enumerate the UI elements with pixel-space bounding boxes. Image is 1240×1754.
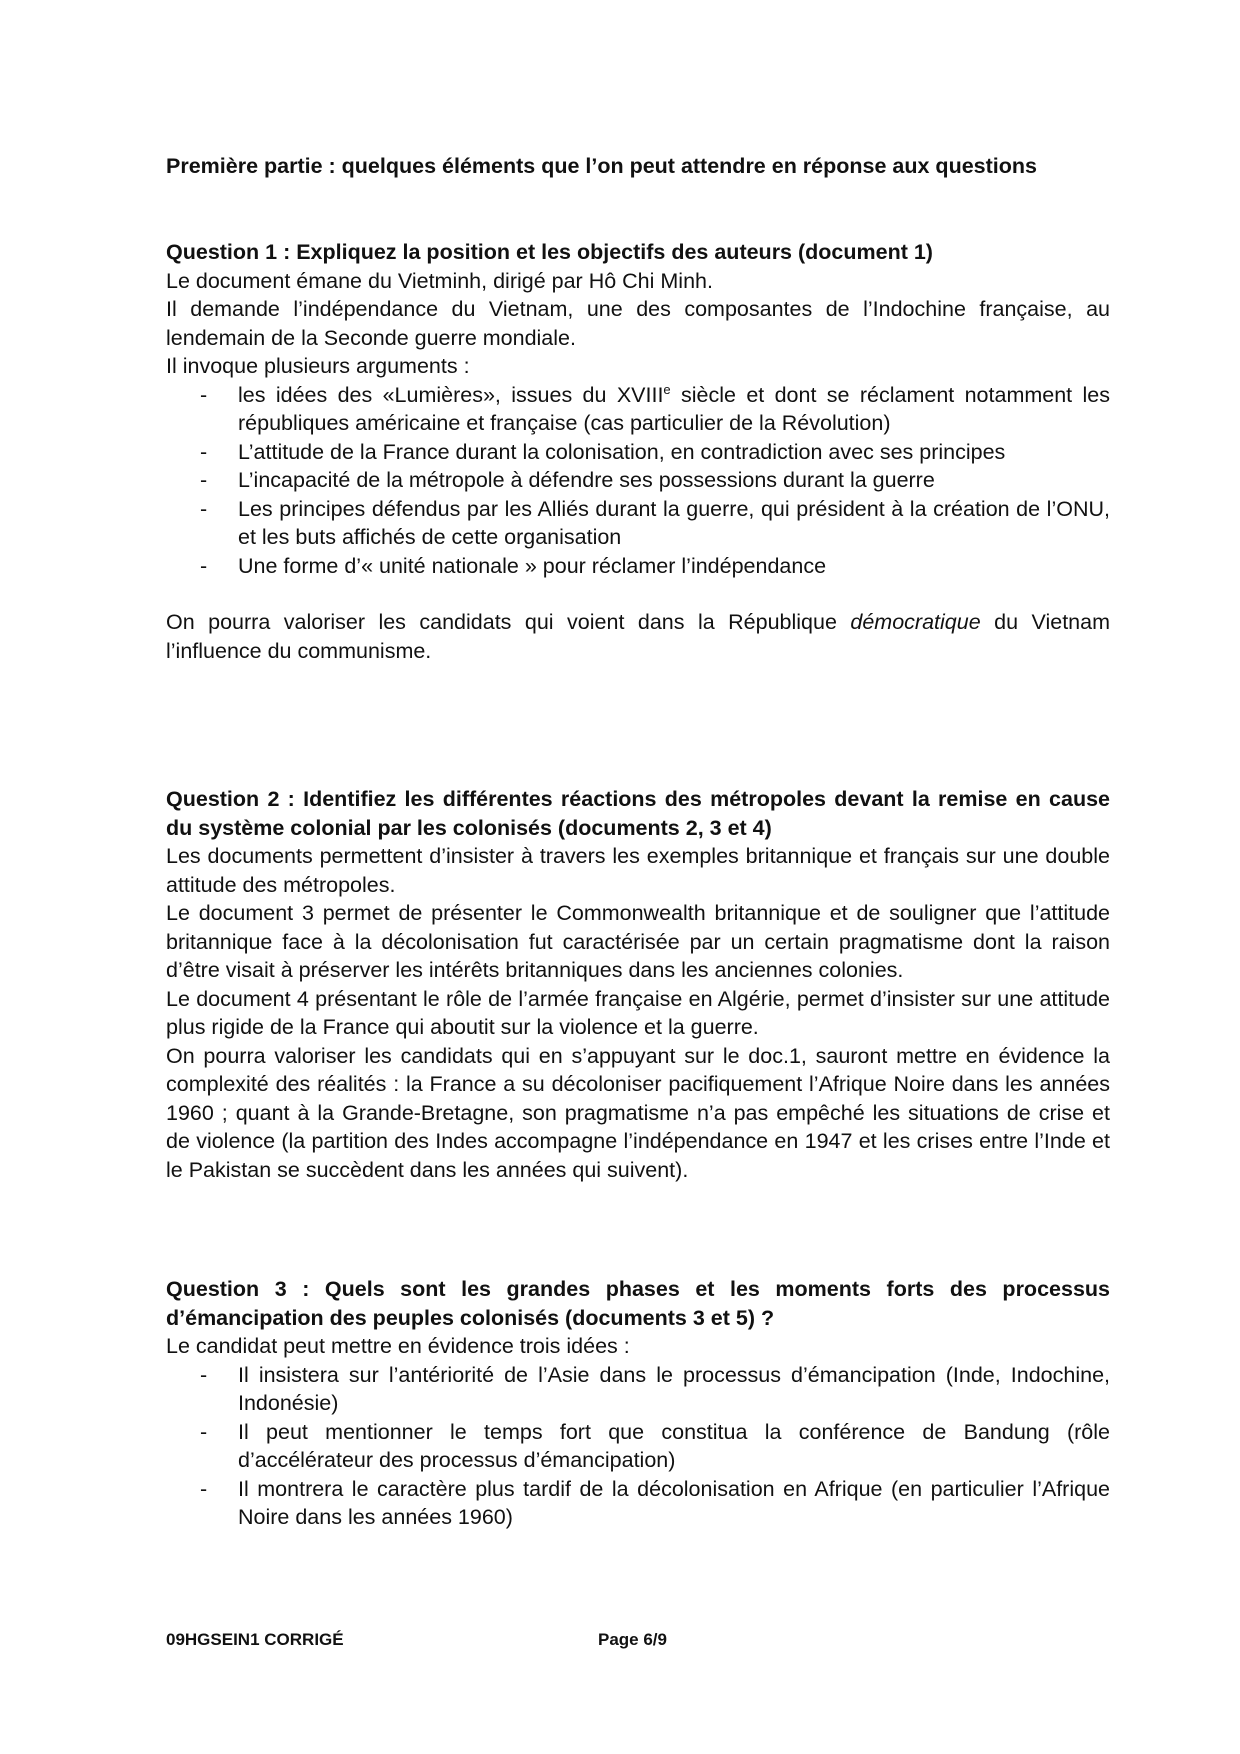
list-item: - L’attitude de la France durant la colonisation, en contradiction avec ses principes: [238, 438, 1110, 467]
list-item: - Il peut mentionner le temps fort que constitua la conférence de Bandung (rôle d’accélérateur des processus d’émancipation): [238, 1418, 1110, 1475]
part-title: Première partie : quelques éléments que l’on peut attendre en réponse aux questions: [166, 154, 1037, 178]
q1-paragraph-3: Il invoque plusieurs arguments :: [166, 354, 470, 378]
question-3-heading: Question 3 : Quels sont les grandes phases et les moments forts des processus d’émancipation des peuples colonisés (documents 3 et 5) ?: [166, 1277, 1110, 1330]
q1-p4-text: On pourra valoriser les candidats qui voient dans la République: [166, 610, 851, 634]
q2-paragraph-2: Le document 3 permet de présenter le Commonwealth britannique et de souligner que l’attitude britannique face à la décolonisation fut caractérisée par un certain pragmatisme dont la raison d’être visait à préserver les intérêts britanniques dans les anciennes colonies.: [166, 901, 1110, 982]
list-item: - Les principes défendus par les Alliés durant la guerre, qui président à la création de l’ONU, et les buts affichés de cette organisation: [238, 495, 1110, 552]
q1-p4-text-end: du Vietnam l’influence du communisme.: [166, 610, 1110, 663]
q2-paragraph-3: Le document 4 présentant le rôle de l’armée française en Algérie, permet d’insister sur une attitude plus rigide de la France qui aboutit sur la violence et la guerre.: [166, 986, 1110, 1039]
q1-bullet-1-text-end: siècle et dont se réclament notamment les républiques américaine et française (cas particulier de la Révolution): [238, 382, 1110, 435]
q1-p4-emphasis: démocratique: [850, 610, 981, 634]
footer-document-code: 09HGSEIN1 CORRIGÉ: [166, 1630, 344, 1649]
question-3-section: [166, 1275, 1110, 1532]
q3-idea-list: [166, 1361, 1110, 1532]
question-2-heading: Question 2 : Identifiez les différentes réactions des métropoles devant la remise en cause du système colonial par les colonisés (documents 2, 3 et 4): [166, 787, 1110, 840]
q2-paragraph-4: On pourra valoriser les candidats qui en s’appuyant sur le doc.1, sauront mettre en évidence la complexité des réalités : la France a su décoloniser pacifiquement l’Afrique Noire dans les années 1960 ; quant à la Grande-Bretagne, son pragmatisme n’a pas empêché les situations de crise et de violence (la partition des Indes accompagne l’indépendance en 1947 et les crises entre l’Inde et le Pakistan se succèdent dans les années qui suivent).: [166, 1043, 1110, 1182]
footer-page-number: Page 6/9: [598, 1630, 667, 1649]
q1-bullet-1-superscript: e: [663, 381, 671, 397]
q1-paragraph-4: [166, 608, 1110, 665]
q1-paragraph-2: Il demande l’indépendance du Vietnam, une des composantes de l’Indochine française, au lendemain de la Seconde guerre mondiale.: [166, 297, 1110, 350]
list-item: - Il insistera sur l’antériorité de l’Asie dans le processus d’émancipation (Inde, Indochine, Indonésie): [238, 1361, 1110, 1418]
question-1-heading: Question 1 : Expliquez la position et les objectifs des auteurs (document 1): [166, 240, 933, 264]
q1-bullet-1-text: les idées des «Lumières», issues du XVIII: [238, 382, 664, 407]
q1-argument-list: [166, 381, 1110, 581]
question-1-section: [166, 238, 1110, 665]
q3-paragraph-1: Le candidat peut mettre en évidence trois idées :: [166, 1334, 630, 1358]
list-item: - Une forme d’« unité nationale » pour réclamer l’indépendance: [238, 552, 1110, 581]
q2-paragraph-1: Les documents permettent d’insister à travers les exemples britannique et français sur une double attitude des métropoles.: [166, 844, 1110, 897]
list-item: - L’incapacité de la métropole à défendre ses possessions durant la guerre: [238, 466, 1110, 495]
question-2-section: [166, 785, 1110, 1184]
list-item: [238, 381, 1110, 438]
q1-paragraph-1: Le document émane du Vietminh, dirigé par Hô Chi Minh.: [166, 268, 713, 293]
list-item: - Il montrera le caractère plus tardif de la décolonisation en Afrique (en particulier l’Afrique Noire dans les années 1960): [238, 1475, 1110, 1532]
